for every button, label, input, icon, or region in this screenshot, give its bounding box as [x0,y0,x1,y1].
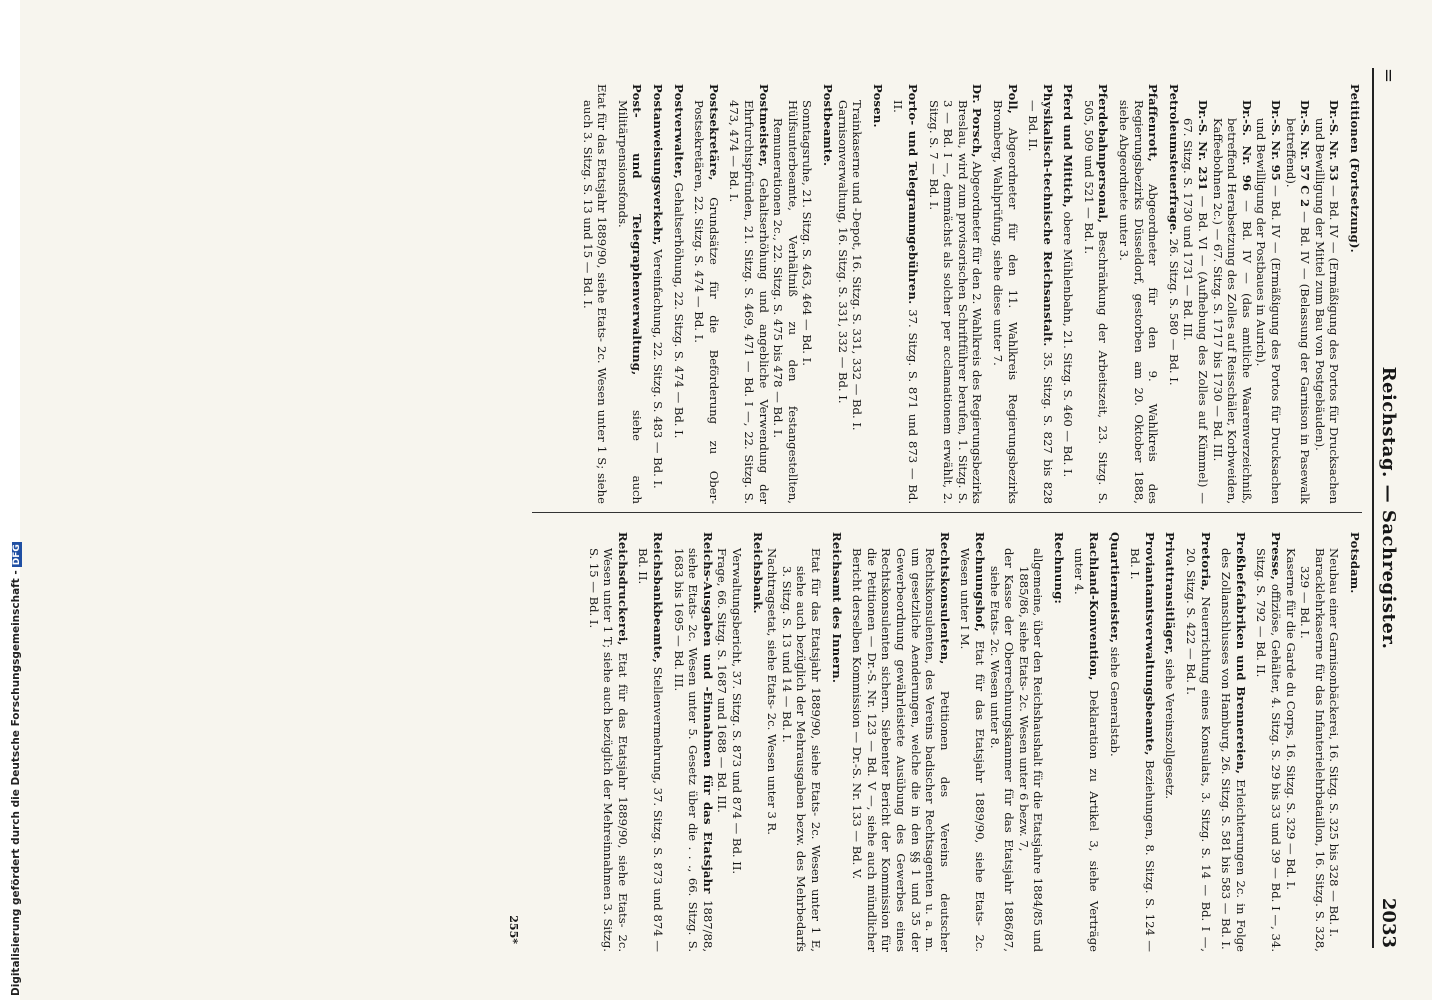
subentry-text: Baracklehrkaserne für das Infanterielehrbataillon, 16. Sitzg. S. 328, 329 — Bd. I. [1298,548,1327,952]
subentry-reference: Dr.-S. Nr. 95 [1269,100,1284,181]
left-column [574,84,1362,504]
index-entry [1128,532,1157,952]
entry-keyword: Posen. [870,84,885,128]
entry-keyword: Rachland-Konvention, [1087,532,1102,681]
entry-text: Gehaltserhöhung und angebliche Verwendung der Ehrfurchtspfründen, 21. Sitzg. S. 469, 471 — Bd. I —, 22. Sitzg. S. 473, 474 — Bd. I. [727,100,771,504]
index-subentry [1312,84,1341,504]
entry-text: Abgeordneter für den 9. Wahlkreis des Regierungsbezirks Düsseldorf, gestorben am 20. Oktober 1888, siehe Abgeordnete unter 3. [1117,100,1161,504]
entry-keyword: Physikalisch-technische Reichsanstalt. [1040,84,1055,347]
entry-keyword: Rechtskonsulenten, [937,532,952,665]
index-entry [1347,84,1362,504]
entry-text: Erleichterungen 2c. in Folge des Zollanschlusses von Hamburg, 26. Sitzg. S. 581 bis 583 — Bd. I. [1219,548,1248,953]
entry-keyword: Rechnungshof, [972,532,987,632]
entry-keyword: Reichsbankbeamte, [651,532,666,663]
entry-text: Beziehungen, 8. Sitzg. S. 124 — Bd. I. [1128,548,1157,953]
index-entry [1117,84,1161,504]
subentry-text: Garnisonverwaltung, 16. Sitzg. S. 331, 332 — Bd. I. [835,100,850,404]
subentry-text: — Bd. IV — (Ermäßigung des Portos für Drucksachen und Bewilligung der Postbaues in Aurich). [1254,118,1284,505]
entry-text: 35. Sitzg. S. 827 bis 828 — Bd. II. [1026,100,1055,504]
entry-text: Abgeordneter für den 2. Wahlkreis des Regierungsbezirks Breslau, wird zum provisorischen Schriftführer berufen, 1. Sitzg. S. 3 — Bd. I —, demnächst als solcher per acclamationem erwählt, 2. Sitzg. S. 7 — Bd. I. [926,100,985,504]
subentry-text: Trainkaserne und -Depot, 16. Sitzg. S. 331, 332 — Bd. I. [850,100,865,431]
subentry-text: — Bd. IV — (das amtliche Waarenverzeichniß, betreffend Herabsetzung des Zolles auf Reisschäler, Korbweiden, Kaffeebohnen 2c.) — 67. Sitzg. S. 1717 bis 1730 — Bd. III. [1210,118,1254,504]
digitization-watermark [0,0,20,1000]
entry-text: Neuerrichtung eines Konsulats, 3. Sitzg. S. 14 — Bd. I —, 20. Sitzg. S. 422 — Bd. I. [1184,548,1213,952]
entry-keyword: Postmeister, [756,84,771,168]
header-left-mark: = [1378,68,1399,84]
entry-keyword: Porto- und Telegrammgebühren. [905,84,920,305]
index-subentry [1016,532,1045,952]
index-entry [1347,532,1362,952]
page-header [1372,68,1408,948]
index-entry [926,84,984,504]
index-entry [692,84,721,504]
entry-text: Grundsätze für die Beförderung zu Ober-Postsekretären, 22. Sitzg. S. 474 — Bd. I. [692,100,721,504]
entry-text: offiziöse, Gehälter, 4. Sitzg. S. 29 bis 33 und 39 — Bd. I —, 34. Sitzg. S. 792 — Bd. II. [1254,548,1284,952]
entry-keyword: Reichsamt des Innern. [829,532,844,684]
index-entry [1026,84,1055,504]
index-entry [671,532,715,952]
index-subentry [779,532,823,952]
entry-keyword: Postsekretäre, [706,84,721,181]
entry-text: Etat für das Etatsjahr 1889/90, siehe Etats- 2c. Wesen unter 1 S; siehe auch 3. Sitzg. S. 13 und 15 — Bd. I. [580,84,610,504]
signature-mark: 255* [507,915,520,944]
entry-text: 26. Sitzg. S. 580 — Bd. I. [1166,238,1181,386]
entry-keyword: Rechnung: [1051,532,1066,604]
entry-keyword: Reichs-Ausgaben und -Einnahmen für das Etatsjahr [700,532,715,894]
index-entry [650,84,665,504]
entry-text: Vereinfachung, 22. Sitzg. S. 483 — Bd. I. [651,249,666,489]
index-entry [1107,532,1122,952]
subentry-text: Neubau einer Garnisonbäckerei, 16. Sitzg. S. 325 bis 328 — Bd. I. [1327,548,1342,938]
subentry-text: Nachtragsetat, siehe Etats- 2c. Wesen unter 3 R. [765,548,780,835]
index-entry [891,84,920,504]
index-subentry [850,84,865,504]
entry-keyword: Presse, [1269,532,1284,581]
index-entry [870,84,885,504]
index-subentry [987,532,1016,952]
subentry-reference: Dr.-S. Nr. 231 [1196,100,1211,191]
subentry-text: — Bd. IV — (Belassung der Garnison in Pasewalk betreffend). [1283,118,1313,504]
subentry-text: Etat für das Etatsjahr 1889/90, siehe Etats- 2c. Wesen unter 1 E, siehe auch bezüglich der Mehrausgaben bezw. des Mehrbedarfs 3. Sitzg. S. 13 und 14 — Bd. I. [779,548,823,952]
entry-text: Petitionen des Vereins deutscher Rechtskonsulenten, des Vereins badischer Rechtsagenten u. a. m. um gesetzliche Aenderungen, welche die in den §§ 1 und 35 der Gewerbeordnung gewährleistete Ausübung des Gewerbes eines Rechtskonsulenten sichern. Siebenter Bericht der Kommission für die Petitionen — Dr.-S. Nr. 123 — Bd. V —, siehe auch mündlicher Bericht derselben Kommission — Dr.-S. Nr. 133 — Bd. V. [850,548,952,953]
index-entry [850,532,952,952]
entry-keyword: Postanweisungsverkehr, [651,84,666,246]
entry-keyword: Pfaffenrott, [1146,84,1161,162]
running-title: Reichstag. — Sachregister. [1378,366,1399,650]
entry-keyword: Preßhefefabriken und Brennereien, [1233,532,1248,775]
index-entry [1166,84,1181,504]
entry-text: 37. Sitzg. S. 871 und 873 — Bd. II. [891,100,920,504]
index-subentry [1283,84,1312,504]
watermark-text: Digitalisierung gefördert durch die Deutsche Forschungsgemeinschaft - [10,570,22,996]
page-number: 2033 [1378,897,1399,948]
entry-text: Etat für das Etatsjahr 1889/90, siehe Etats- 2c. Wesen unter 1 T; siehe auch bezüglich der Mehreinnahmen 3. Sitzg. S. 15 — Bd. I. [586,548,630,953]
index-entry [586,532,630,952]
subentry-text: Sonntagsruhe, 21. Sitzg. S. 463, 464 — Bd. I. [800,100,815,366]
index-subentry [1181,84,1210,504]
entry-keyword: Privattransitläger, [1163,532,1178,656]
index-subentry [771,84,800,504]
subentry-text: der Kasse der Oberrechnungskammer für das Etatsjahr 1886/87, siehe Etats- 2c. Wesen unter 8. [987,548,1017,952]
column-divider [532,512,1362,513]
entry-keyword: Pferdebahnpersonal, [1096,84,1111,224]
entry-keyword: Reichsbank. [750,532,765,614]
index-subentry [835,84,850,504]
entry-text: Abgeordneter für den 11. Wahlkreis Regierungsbezirks Bromberg, Wahlprüfung, siehe diese unter 7. [990,100,1020,505]
entry-keyword: Pferd und Mittich, [1061,84,1076,208]
entry-text: Beschränkung der Arbeitszeit, 23. Sitzg. S. 505, 509 und 521 — Bd. I. [1081,100,1111,505]
index-entry [1081,84,1110,504]
entry-keyword: Potsdam. [1348,532,1362,594]
entry-keyword: Dr. Porsch, [970,84,985,158]
index-subentry [715,532,730,952]
index-entry [990,84,1019,504]
index-entry [1061,84,1076,504]
index-entry [1254,532,1283,952]
entry-text: siehe Vereinszollgesetz. [1163,658,1178,799]
index-entry [636,532,665,952]
index-subentry [1327,532,1342,952]
subentry-reference: Dr.-S. Nr. 96 [1239,100,1254,191]
index-subentry [1283,532,1298,952]
subentry-reference: Dr.-S. Nr. 53 [1327,100,1342,181]
entry-text: Gehaltserhöhung, 22. Sitzg. S. 474 — Bd. I. [671,182,686,439]
entry-keyword: Postbeamte. [821,84,835,167]
index-subentry [1298,532,1327,952]
index-entry [1051,532,1066,952]
index-subentry [729,532,744,952]
index-subentry [1254,84,1283,504]
entry-text: siehe Generalstab. [1107,646,1122,757]
entry-text: siehe auch Militärpensionsfonds. [615,100,645,505]
entry-text: Deklaration zu Artikel 3, siehe Verträge unter 4. [1072,548,1102,953]
index-entry [671,84,686,504]
index-entry [1163,532,1178,952]
index-entry [958,532,987,952]
entry-text: Etat für das Etatsjahr 1889/90, siehe Etats- 2c. Wesen unter I M. [958,548,987,953]
index-entry [1183,532,1212,952]
dfg-logo-icon: DFG [12,544,22,566]
entry-text: 1887/88, siehe Etats- 2c. Wesen unter 5. Gesetz über die . . ., 66. Sitzg. S. 1683 bis 1695 — Bd. III. [671,548,715,953]
entry-keyword: Post- und Telegraphenverwaltung, [630,84,645,376]
entry-text: obere Mühlenbahn, 21. Sitzg. S. 460 — Bd. I. [1061,211,1076,478]
subentry-text: — Bd. VI — (Aufhebung des Zolles auf Kümmel) — 67. Sitzg. S. 1730 und 1731 — Bd. III. [1181,118,1211,504]
index-entry [750,532,765,952]
index-subentry [1210,84,1254,504]
index-entry [820,84,835,504]
index-entry [1219,532,1248,952]
entry-keyword: Poll, [1005,84,1020,114]
subentry-text: Frage, 66. Sitzg. S. 1687 und 1688 — Bd. III. [715,548,730,813]
entry-text: Stellenvermehrung, 37. Sitzg. S. 873 und 874 — Bd. II. [636,548,666,952]
index-entry [1072,532,1101,952]
index-subentry [800,84,815,504]
entry-keyword: Proviantamtsverwaltungsbeamte, [1142,532,1157,756]
index-entry [615,84,644,504]
entry-keyword: Pretoria, [1198,532,1213,592]
watermark-text-block [10,542,22,996]
right-column [580,532,1362,952]
index-entry [727,84,771,504]
subentry-text: Kaserne für die Garde du Corps, 16. Sitzg. S. 329 — Bd. I. [1283,548,1298,890]
index-subentry [765,532,780,952]
entry-keyword: Reichsdruckerei, [615,532,630,646]
entry-keyword: Quartiermeister, [1107,532,1122,644]
subentry-text: Hülfsunterbeamte, Verhältniß zu den festangestellten, Remunerationen 2c., 22. Sitzg. S. 475 bis 478 — Bd. I. [771,100,800,504]
index-entry [580,84,609,504]
entry-keyword: Petroleumsteuerfrage. [1166,84,1181,235]
subentry-text: — Bd. IV — (Ermäßigung des Portos für Drucksachen und Bewilligung der Mittel zum Bau von Postgebäuden). [1312,118,1342,505]
subentry-reference: Dr.-S. Nr. 57 C 2 [1298,100,1313,208]
subentry-text: allgemeine, über den Reichshaushalt für die Etatsjahre 1884/85 und 1885/86, siehe Etats- 2c. Wesen unter 6 bezw. 7, [1016,548,1046,952]
entry-keyword: Postverwalter, [671,84,686,179]
subentry-text: Verwaltungsbericht, 37. Sitzg. S. 873 und 874 — Bd. II. [730,548,745,875]
index-entry [829,532,844,952]
entry-keyword: Petitionen (Fortsetzung). [1348,84,1362,253]
